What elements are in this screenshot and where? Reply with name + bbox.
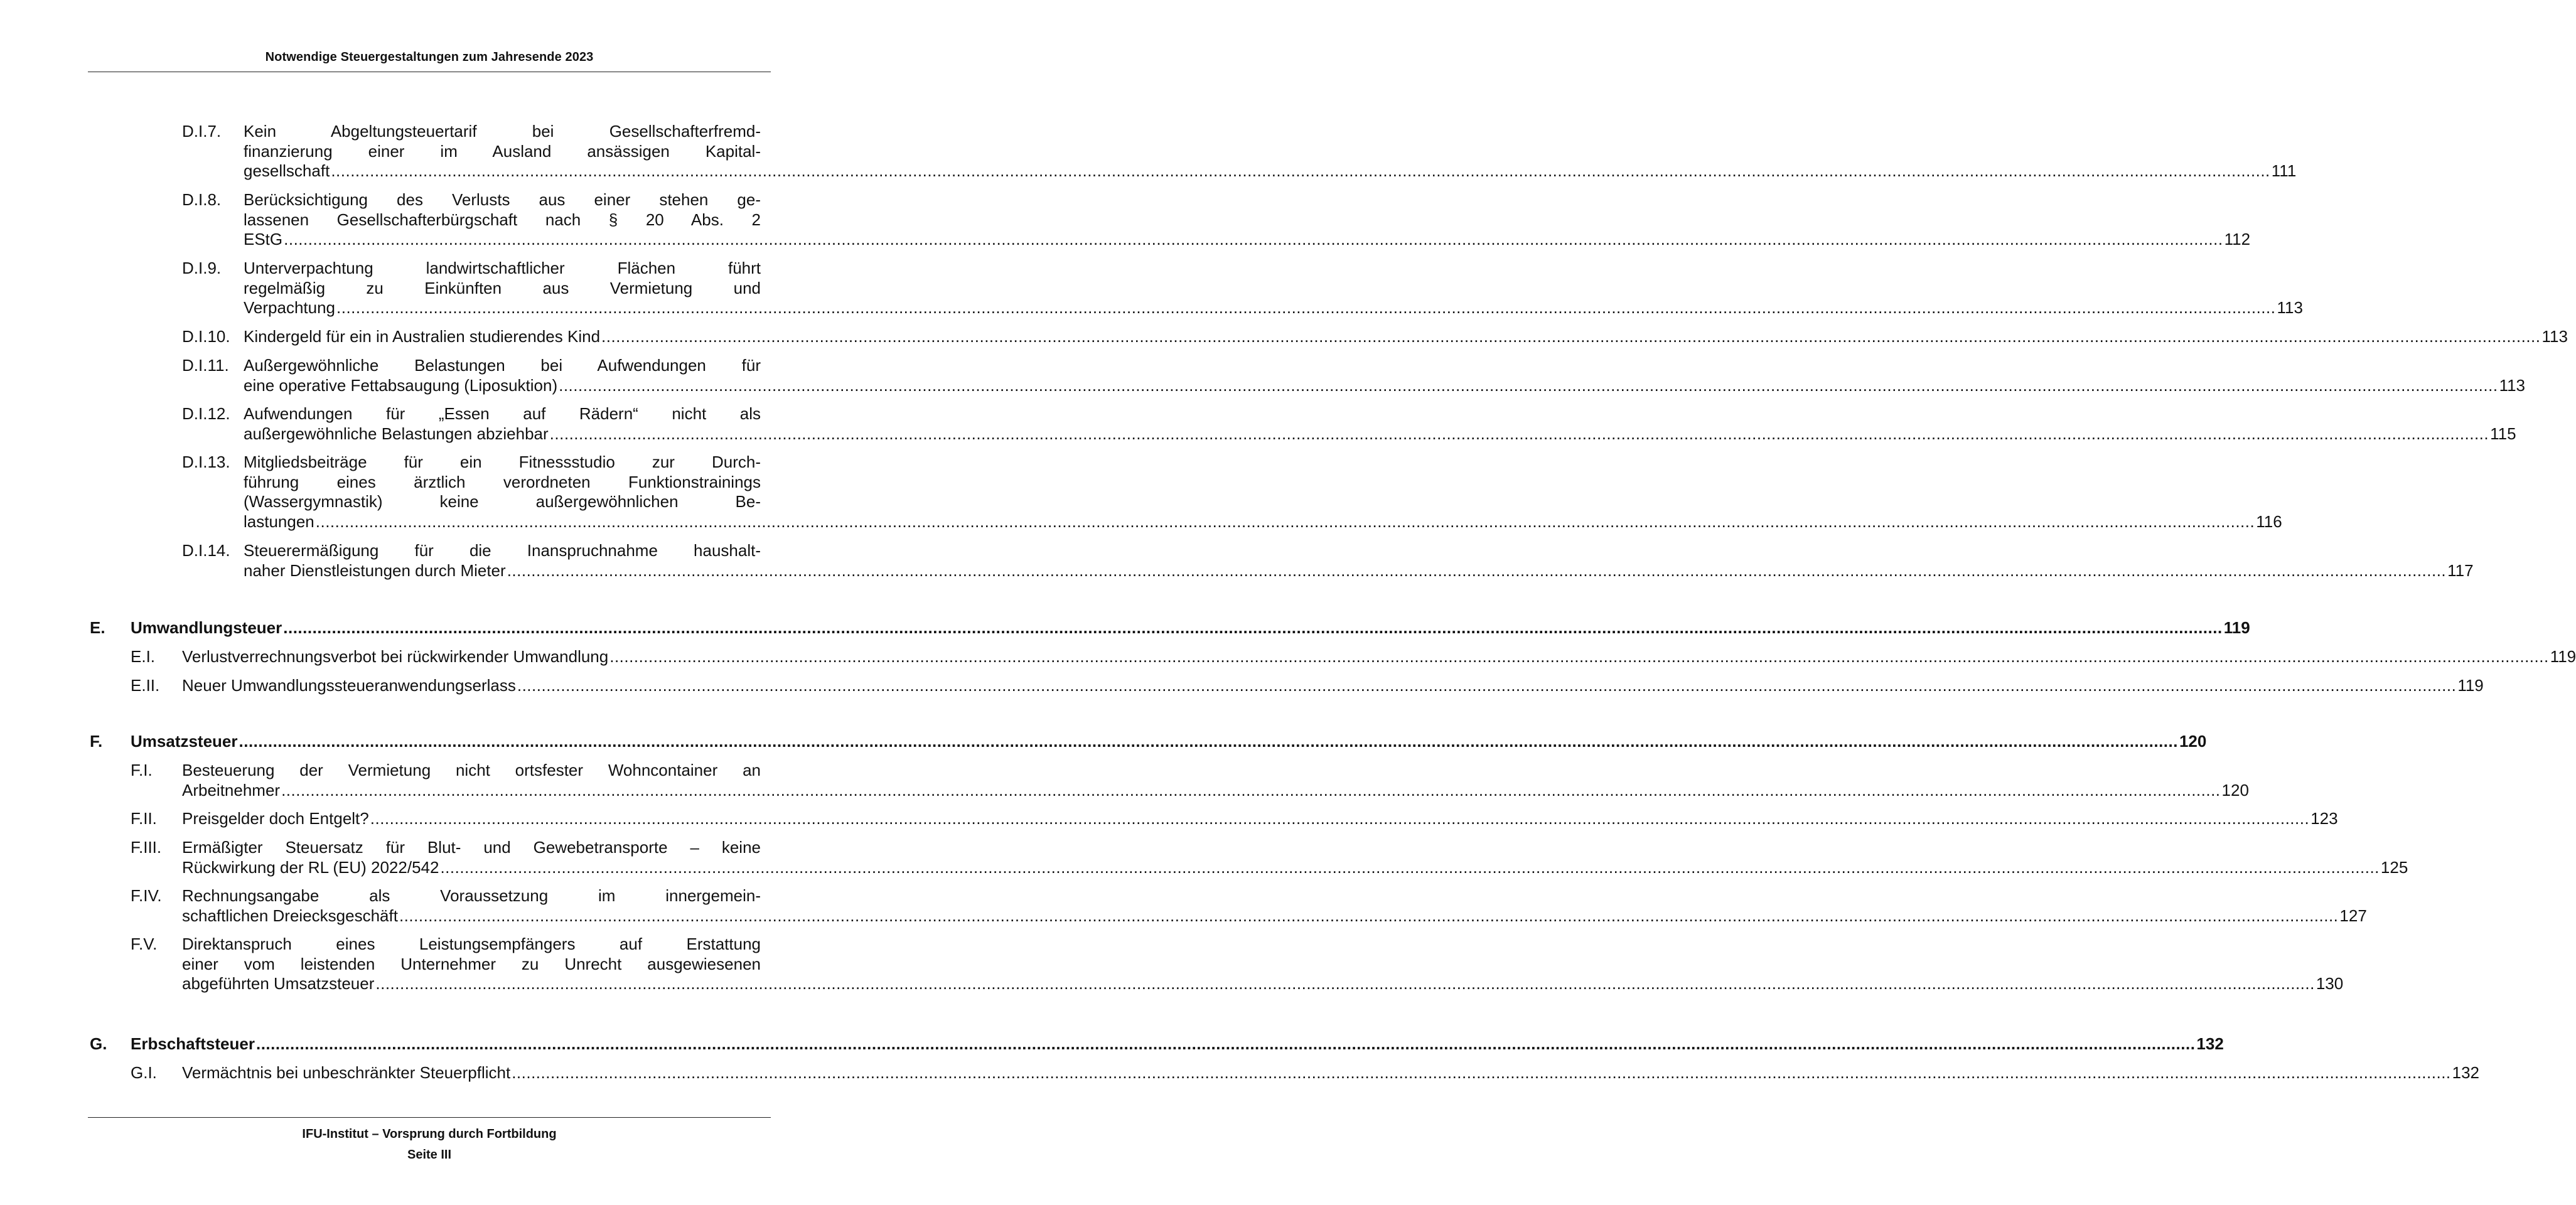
footer-divider — [88, 1117, 771, 1118]
toc-page-number: 119 — [2550, 647, 2576, 666]
toc-entry-text-line: Ermäßigter Steuersatz für Blut- und Gewebetransporte – keine — [182, 838, 761, 857]
toc-entry-last-line — [244, 230, 2251, 250]
toc-entry-last-line — [244, 424, 2516, 444]
dot-leader: ................................................................................................................................................................................................................................................................................................................................................................................................................ — [239, 732, 2178, 751]
toc-entry-number: D.I.11. — [182, 356, 229, 375]
toc-page-number: 120 — [2221, 780, 2249, 800]
dot-leader: ................................................................................................................................................................................................................................................................................................................................................................................................................ — [517, 676, 2457, 695]
toc-entry-number: F.I. — [131, 761, 153, 779]
toc-entry-number: E.II. — [131, 676, 160, 695]
toc-entry-last-line — [131, 732, 2207, 752]
footer-page-number: Seite III — [407, 1148, 452, 1162]
toc-entry-text-line: (Wassergymnastik) keine außergewöhnlichen Be- — [244, 492, 761, 511]
toc-page-number: 127 — [2339, 906, 2367, 925]
toc-page-number: 130 — [2316, 974, 2344, 993]
toc-entry-last-line — [244, 161, 2297, 181]
toc-entry-title: Preisgelder doch Entgelt? — [182, 809, 369, 828]
toc-page-number: 120 — [2179, 732, 2207, 751]
toc-entry-title: Rückwirkung der RL (EU) 2022/542 — [182, 857, 439, 877]
toc-entry-text-line: Aufwendungen für „Essen auf Rädern“ nicht als — [244, 404, 761, 423]
toc-entry-title: Verpachtung — [244, 298, 336, 317]
toc-entry-text-line: einer vom leistenden Unternehmer zu Unrecht ausgewiesenen — [182, 954, 761, 973]
toc-entry-last-line — [244, 560, 2474, 581]
toc-entry-number: F.IV. — [131, 886, 162, 905]
toc-entry-number: E.I. — [131, 647, 156, 666]
toc-entry-text-line: Steuerermäßigung für die Inanspruchnahme haushalt- — [244, 541, 761, 560]
toc-entry-title: lastungen — [244, 511, 314, 531]
toc-entry-number: D.I.7. — [182, 122, 222, 141]
toc-entry-number: D.I.9. — [182, 259, 222, 277]
toc-page-number: 113 — [2499, 375, 2526, 395]
toc-page-number: 113 — [2277, 298, 2303, 317]
toc-entry-text-line: Mitgliedsbeiträge für ein Fitnessstudio zur Durch- — [244, 453, 761, 471]
toc-entry-text-line: lassenen Gesellschafterbürgschaft nach § 20 Abs. 2 — [244, 210, 761, 229]
dot-leader: ................................................................................................................................................................................................................................................................................................................................................................................................................ — [609, 647, 2549, 666]
toc-entry-title: eine operative Fettabsaugung (Liposuktion) — [244, 375, 558, 395]
toc-page-number: 132 — [2196, 1034, 2224, 1053]
dot-leader: ................................................................................................................................................................................................................................................................................................................................................................................................................ — [315, 511, 2255, 531]
toc-page-number: 119 — [2457, 676, 2484, 695]
dot-leader: ................................................................................................................................................................................................................................................................................................................................................................................................................ — [283, 618, 2223, 637]
toc-entry-text-line: finanzierung einer im Ausland ansässigen Kapital- — [244, 141, 761, 161]
dot-leader: ................................................................................................................................................................................................................................................................................................................................................................................................................ — [370, 809, 2310, 828]
toc-page-number: 115 — [2490, 424, 2516, 443]
toc-entry-number: D.I.10. — [182, 327, 230, 346]
toc-entry-last-line — [244, 327, 2568, 347]
toc-page-number: 117 — [2447, 560, 2474, 580]
dot-leader: ................................................................................................................................................................................................................................................................................................................................................................................................................ — [440, 857, 2380, 877]
dot-leader: ................................................................................................................................................................................................................................................................................................................................................................................................................ — [512, 1063, 2451, 1082]
toc-entry-last-line — [131, 1034, 2224, 1054]
toc-entry-title: Vermächtnis bei unbeschränkter Steuerpflicht — [182, 1063, 511, 1082]
toc-entry-number: D.I.14. — [182, 541, 230, 560]
toc-entry-last-line — [182, 1063, 2480, 1083]
toc-page-number: 116 — [2256, 511, 2282, 531]
dot-leader: ................................................................................................................................................................................................................................................................................................................................................................................................................ — [375, 974, 2315, 993]
toc-entry-last-line — [182, 906, 2367, 926]
toc-entry-title: Verlustverrechnungsverbot bei rückwirkender Umwandlung — [182, 647, 609, 666]
toc-entry-text-line: Direktanspruch eines Leistungsempfängers auf Erstattung — [182, 935, 761, 953]
toc-section-number: G. — [90, 1034, 107, 1053]
toc-entry-title: Umsatzsteuer — [131, 732, 238, 751]
toc-entry-title: abgeführten Umsatzsteuer — [182, 974, 375, 993]
dot-leader: ................................................................................................................................................................................................................................................................................................................................................................................................................ — [284, 230, 2223, 249]
toc-entry-text-line: Rechnungsangabe als Voraussetzung im innergemein- — [182, 886, 761, 905]
dot-leader: ................................................................................................................................................................................................................................................................................................................................................................................................................ — [255, 1034, 2196, 1053]
toc-section-number: F. — [90, 732, 103, 751]
toc-entry-last-line — [182, 676, 2484, 696]
toc-entry-last-line — [244, 298, 2303, 318]
footer-institute: IFU-Institut – Vorsprung durch Fortbildung — [302, 1127, 557, 1141]
toc-page-number: 125 — [2380, 857, 2408, 877]
dot-leader: ................................................................................................................................................................................................................................................................................................................................................................................................................ — [331, 161, 2270, 180]
toc-entry-title: Kindergeld für ein in Australien studierendes Kind — [244, 327, 601, 346]
dot-leader: ................................................................................................................................................................................................................................................................................................................................................................................................................ — [399, 906, 2339, 925]
toc-entry-title: außergewöhnliche Belastungen abziehbar — [244, 424, 549, 443]
toc-entry-text-line: regelmäßig zu Einkünften aus Vermietung und — [244, 278, 761, 297]
toc-page-number: 113 — [2541, 327, 2568, 346]
toc-entry-title: schaftlichen Dreiecksgeschäft — [182, 906, 398, 925]
toc-page-number: 111 — [2271, 161, 2297, 180]
toc-section-number: E. — [90, 618, 105, 637]
toc-entry-last-line — [244, 511, 2282, 532]
toc-page-number: 123 — [2310, 809, 2338, 828]
toc-entry-text-line: Berücksichtigung des Verlusts aus einer stehen ge- — [244, 190, 761, 209]
toc-entry-title: gesellschaft — [244, 161, 330, 180]
dot-leader: ................................................................................................................................................................................................................................................................................................................................................................................................................ — [601, 327, 2541, 346]
dot-leader: ................................................................................................................................................................................................................................................................................................................................................................................................................ — [281, 780, 2221, 800]
toc-entry-title: naher Dienstleistungen durch Mieter — [244, 560, 506, 580]
toc-entry-number: D.I.12. — [182, 404, 230, 423]
toc-entry-last-line — [182, 974, 2344, 994]
toc-entry-last-line — [244, 375, 2526, 396]
toc-entry-text-line: Besteuerung der Vermietung nicht ortsfester Wohncontainer an — [182, 761, 761, 779]
toc-entry-text-line: Unterverpachtung landwirtschaftlicher Flächen führt — [244, 259, 761, 277]
toc-entry-number: D.I.8. — [182, 190, 222, 209]
toc-entry-last-line — [131, 618, 2250, 638]
toc-entry-title: Arbeitnehmer — [182, 780, 281, 800]
toc-entry-title: Erbschaftsteuer — [131, 1034, 255, 1053]
toc-entry-number: G.I. — [131, 1063, 157, 1082]
toc-entry-number: F.III. — [131, 838, 162, 857]
dot-leader: ................................................................................................................................................................................................................................................................................................................................................................................................................ — [507, 560, 2447, 580]
toc-entry-text-line: Kein Abgeltungsteuertarif bei Gesellschafterfremd- — [244, 122, 761, 141]
toc-page-number: 112 — [2224, 230, 2251, 249]
toc-entry-title: Umwandlungsteuer — [131, 618, 282, 637]
toc-entry-title: Neuer Umwandlungssteueranwendungserlass — [182, 676, 516, 695]
toc-entry-number: F.II. — [131, 809, 157, 828]
toc-entry-number: F.V. — [131, 935, 158, 953]
toc-entry-last-line — [182, 857, 2408, 878]
toc-entry-last-line — [182, 647, 2576, 667]
dot-leader: ................................................................................................................................................................................................................................................................................................................................................................................................................ — [336, 298, 2276, 317]
toc-entry-number: D.I.13. — [182, 453, 230, 471]
toc-entry-last-line — [182, 780, 2249, 801]
toc-entry-title: EStG — [244, 230, 283, 249]
toc-page-number: 119 — [2223, 618, 2250, 637]
page-header-title: Notwendige Steuergestaltungen zum Jahresende 2023 — [265, 50, 594, 64]
toc-entry-text-line: führung eines ärztlich verordneten Funktionstrainings — [244, 472, 761, 491]
toc-entry-last-line — [182, 809, 2338, 829]
dot-leader: ................................................................................................................................................................................................................................................................................................................................................................................................................ — [559, 375, 2498, 395]
dot-leader: ................................................................................................................................................................................................................................................................................................................................................................................................................ — [549, 424, 2489, 443]
toc-page-number: 132 — [2452, 1063, 2480, 1082]
toc-entry-text-line: Außergewöhnliche Belastungen bei Aufwendungen für — [244, 356, 761, 375]
